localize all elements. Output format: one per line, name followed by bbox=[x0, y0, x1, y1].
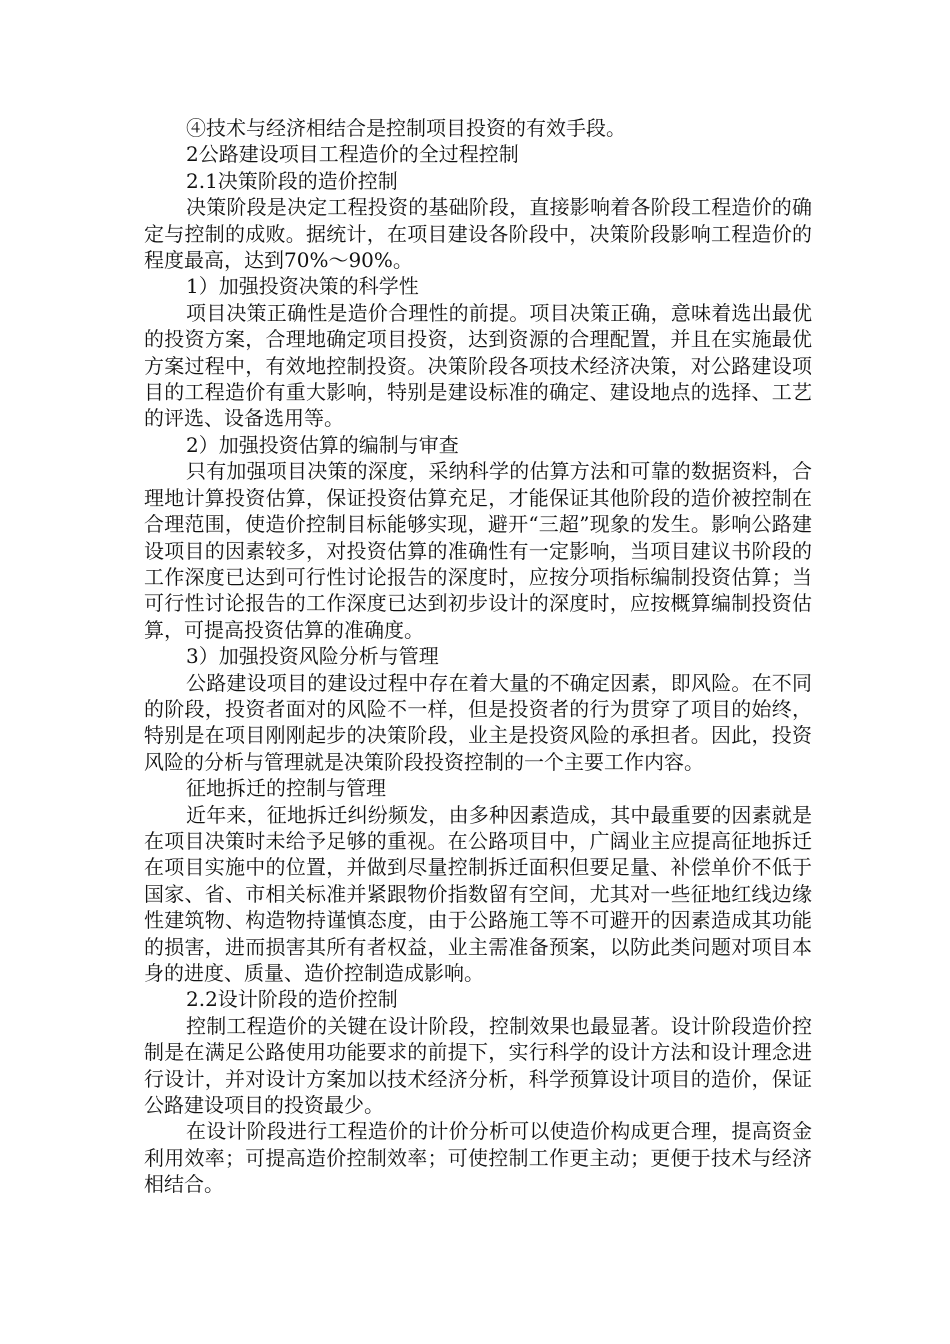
paragraph-investment-estimate: 只有加强项目决策的深度，采纳科学的估算方法和可靠的数据资料，合理地计算投资估算，保证投资估算充足，才能保证其他阶段的造价被控制在合理范围，使造价控制目标能够实现，避开“三超”现象的发生。影响公路建设项目的因素较多，对投资估算的准确性有一定影响，当项目建议书阶段的工作深度已达到可行性讨论报告的深度时，应按分项指标编制投资估算；当可行性讨论报告的工作深度已达到初步设计的深度时，应按概算编制投资估算，可提高投资估算的准确度。 bbox=[144, 459, 812, 642]
paragraph-item-four: ④技术与经济相结合是控制项目投资的有效手段。 bbox=[186, 116, 626, 140]
paragraph-design-analysis: 在设计阶段进行工程造价的计价分析可以使造价构成更合理，提高资金利用效率；可提高造价控制效率；可使控制工作更主动；更便于技术与经济相结合。 bbox=[144, 1119, 812, 1197]
paragraph-investment-risk: 公路建设项目的建设过程中存在着大量的不确定因素，即风险。在不同的阶段，投资者面对的风险不一样，但是投资者的行为贯穿了项目的始终，特别是在项目刚刚起步的决策阶段，业主是投资风险的承担者。因此，投资风险的分析与管理就是决策阶段投资控制的一个主要工作内容。 bbox=[144, 670, 812, 774]
section-heading-2-1: 2.1决策阶段的造价控制 bbox=[186, 168, 398, 193]
section-heading-2: 2公路建设项目工程造价的全过程控制 bbox=[186, 142, 519, 167]
paragraph-land-acquisition: 近年来，征地拆迁纠纷频发，由多种因素造成，其中最重要的因素就是在项目决策时未给予足够的重视。在公路项目中，广阔业主应提高征地拆迁在项目实施中的位置，并做到尽量控制拆迁面积但要足量、补偿单价不低于国家、省、市相关标准并紧跟物价指数留有空间，尤其对一些征地红线边缘性建筑物、构造物持谨慎态度，由于公路施工等不可避开的因素造成其功能的损害，进而损害其所有者权益，业主需准备预案，以防此类问题对项目本身的进度、质量、造价控制造成影响。 bbox=[144, 802, 812, 985]
paragraph-design-stage: 控制工程造价的关键在设计阶段，控制效果也最显著。设计阶段造价控制是在满足公路使用功能要求的前提下，实行科学的设计方法和设计理念进行设计，并对设计方案加以技术经济分析，科学预算设计项目的造价，保证公路建设项目的投资最少。 bbox=[144, 1013, 812, 1118]
subheading-2: 2）加强投资估算的编制与审查 bbox=[186, 432, 459, 457]
document-body bbox=[144, 115, 812, 1198]
subheading-1: 1）加强投资决策的科学性 bbox=[186, 274, 419, 299]
section-heading-2-2: 2.2设计阶段的造价控制 bbox=[186, 987, 398, 1012]
subheading-3: 3）加强投资风险分析与管理 bbox=[186, 644, 439, 669]
paragraph-decision-correctness: 项目决策正确性是造价合理性的前提。项目决策正确，意味着选出最优的投资方案，合理地确定项目投资，达到资源的合理配置，并且在实施最优方案过程中，有效地控制投资。决策阶段各项技术经济决策，对公路建设项目的工程造价有重大影响，特别是建设标准的确定、建设地点的选择、工艺的评选、设备选用等。 bbox=[144, 300, 812, 431]
subheading-land-acquisition: 征地拆迁的控制与管理 bbox=[186, 776, 386, 801]
paragraph-decision-stage: 决策阶段是决定工程投资的基础阶段，直接影响着各阶段工程造价的确定与控制的成败。据统计，在项目建设各阶段中，决策阶段影响工程造价的程度最高，达到70%～90%。 bbox=[144, 195, 812, 273]
